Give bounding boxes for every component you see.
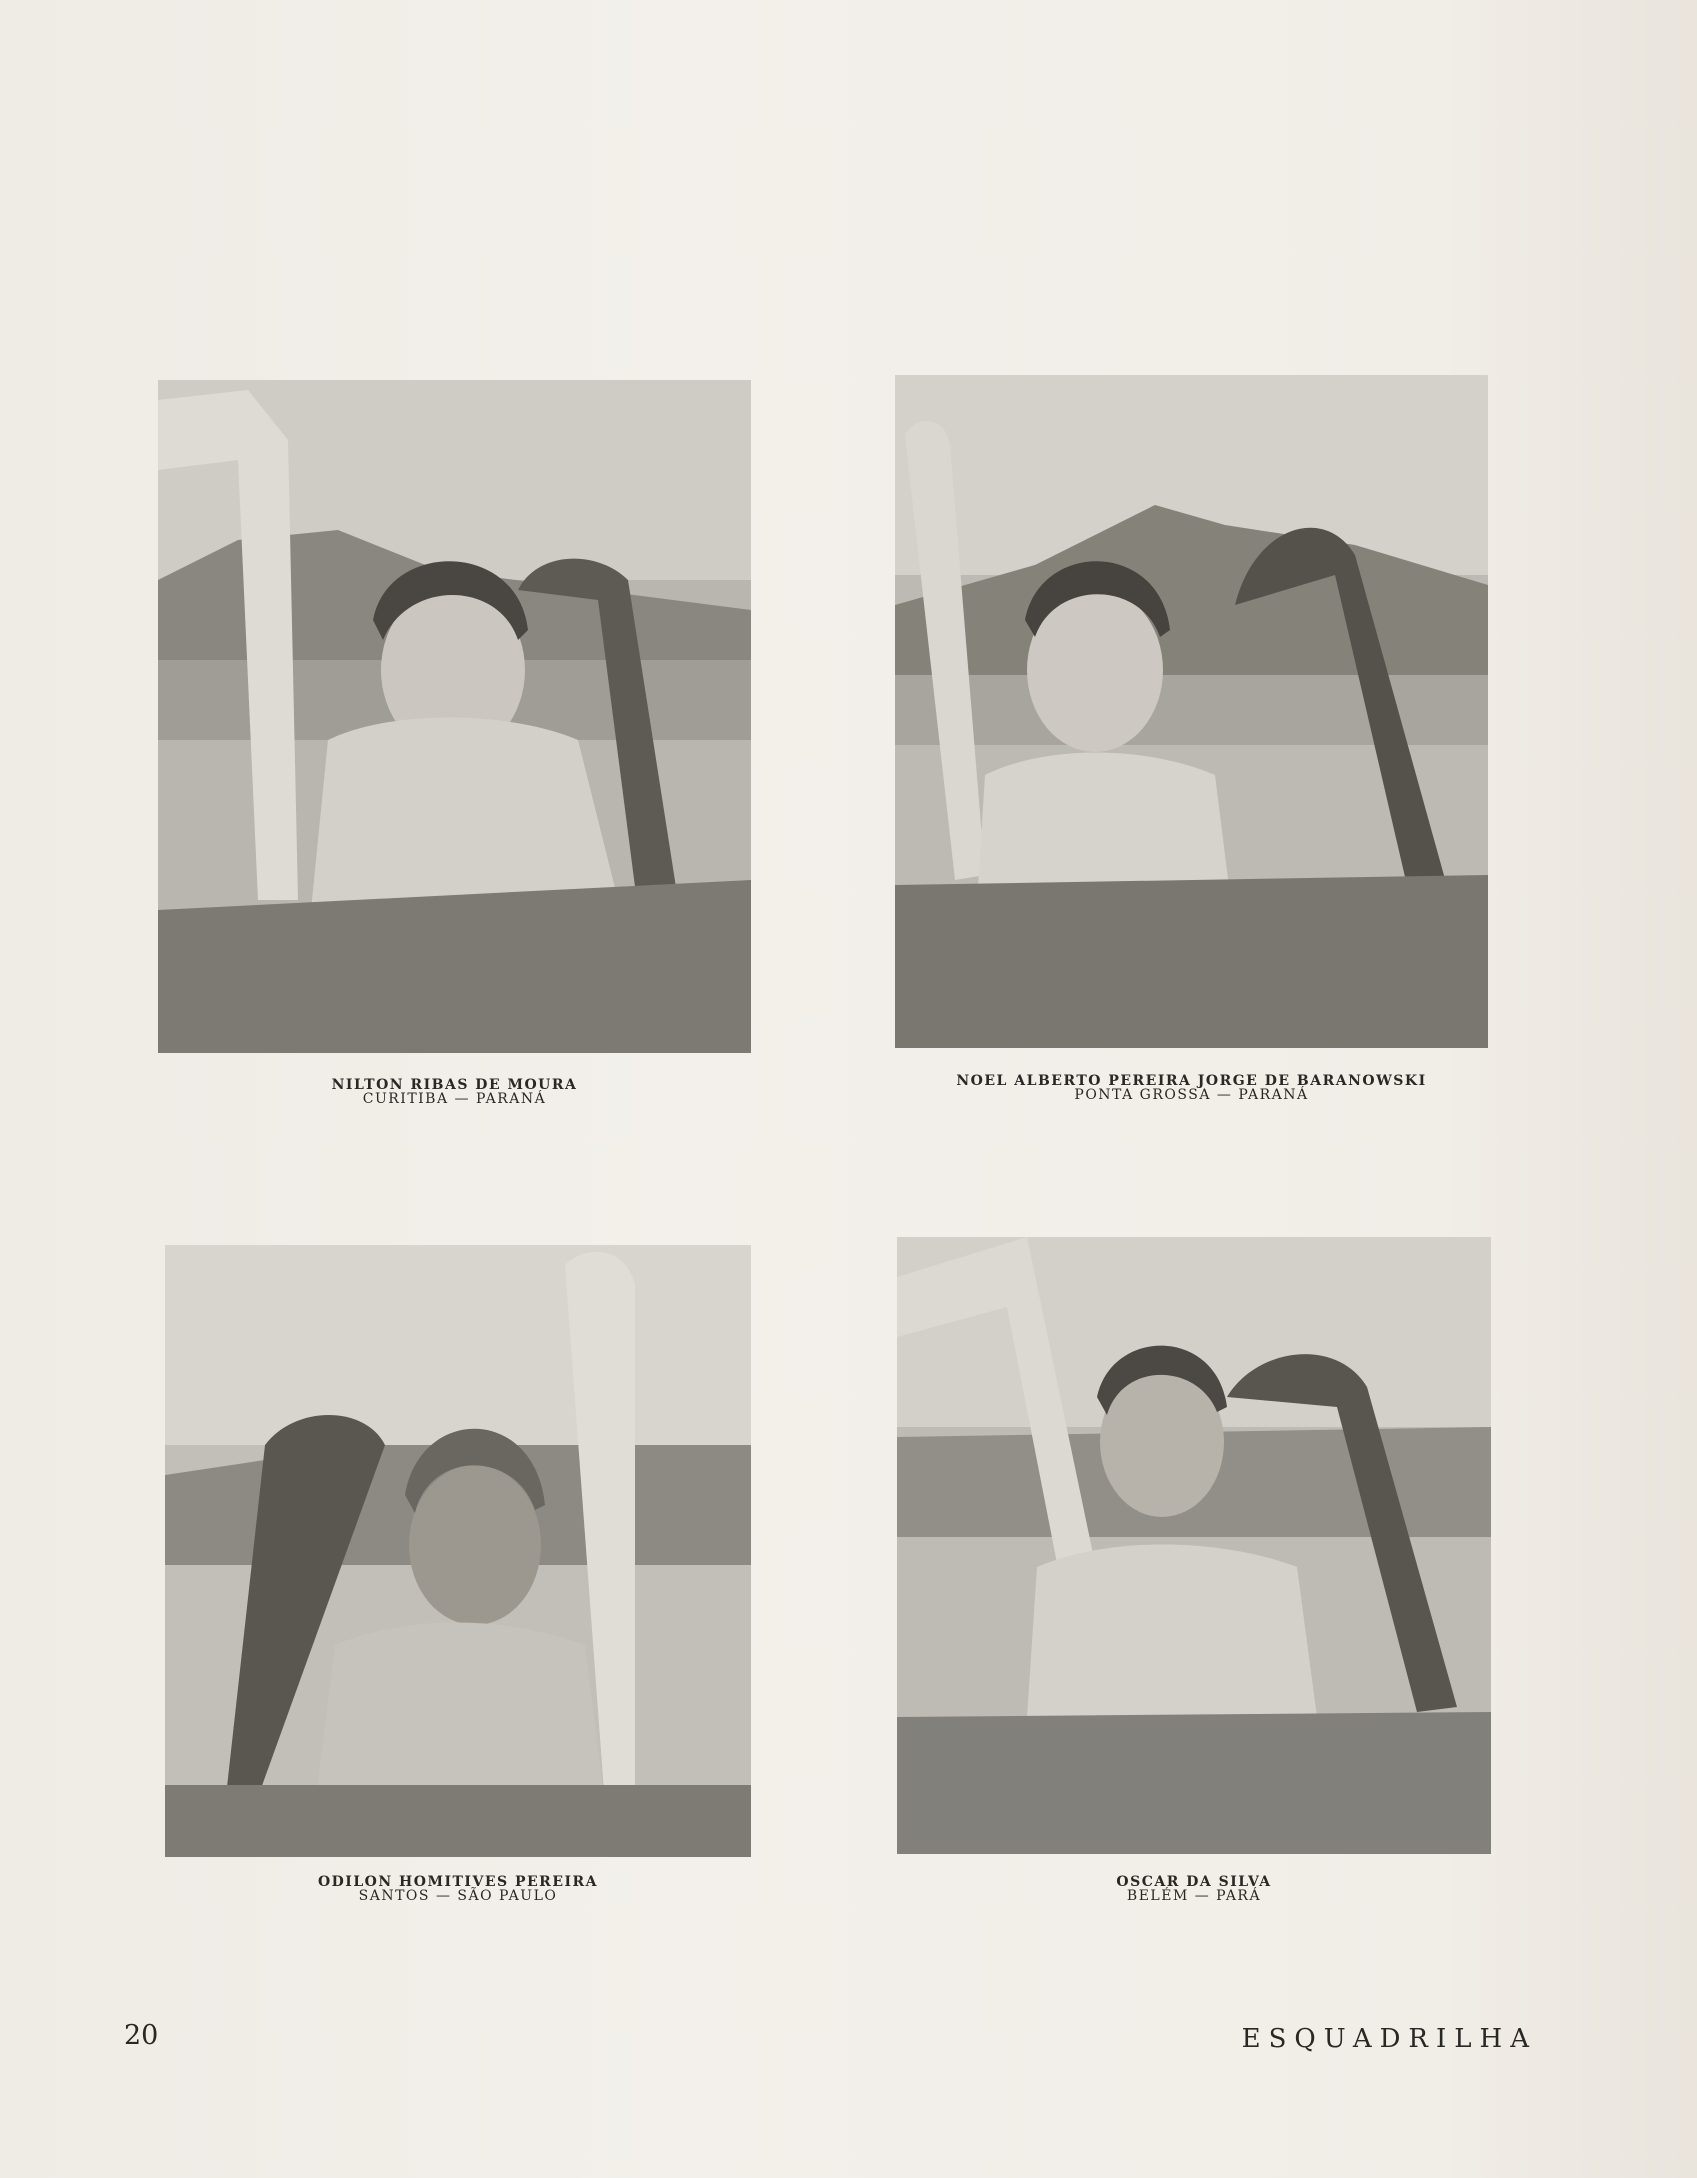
pilot-name: OSCAR DA SILVA (1116, 1874, 1272, 1890)
page-number: 20 (124, 2020, 159, 2051)
pilot-name: NOEL ALBERTO PEREIRA JORGE DE BARANOWSKI (956, 1073, 1427, 1089)
caption-1 (158, 1078, 751, 1106)
caption-3 (165, 1875, 751, 1903)
caption-4 (897, 1875, 1491, 1903)
caption-2 (895, 1074, 1488, 1102)
pilot-hometown: PONTA GROSSA — PARANÁ (1074, 1087, 1309, 1103)
pilot-photo-1 (158, 380, 751, 1053)
pilot-hometown: CURITIBA — PARANÁ (362, 1091, 547, 1107)
pilot-name: NILTON RIBAS DE MOURA (331, 1077, 578, 1093)
pilot-photo-2 (895, 375, 1488, 1048)
pilot-name: ODILON HOMITIVES PEREIRA (317, 1874, 599, 1890)
pilot-photo-3 (165, 1245, 751, 1857)
pilot-hometown: SANTOS — SÃO PAULO (358, 1888, 558, 1904)
magazine-title: ESQUADRILHA (1241, 2024, 1537, 2054)
pilot-photo-4 (897, 1237, 1491, 1854)
pilot-hometown: BELÉM — PARÁ (1126, 1888, 1262, 1904)
